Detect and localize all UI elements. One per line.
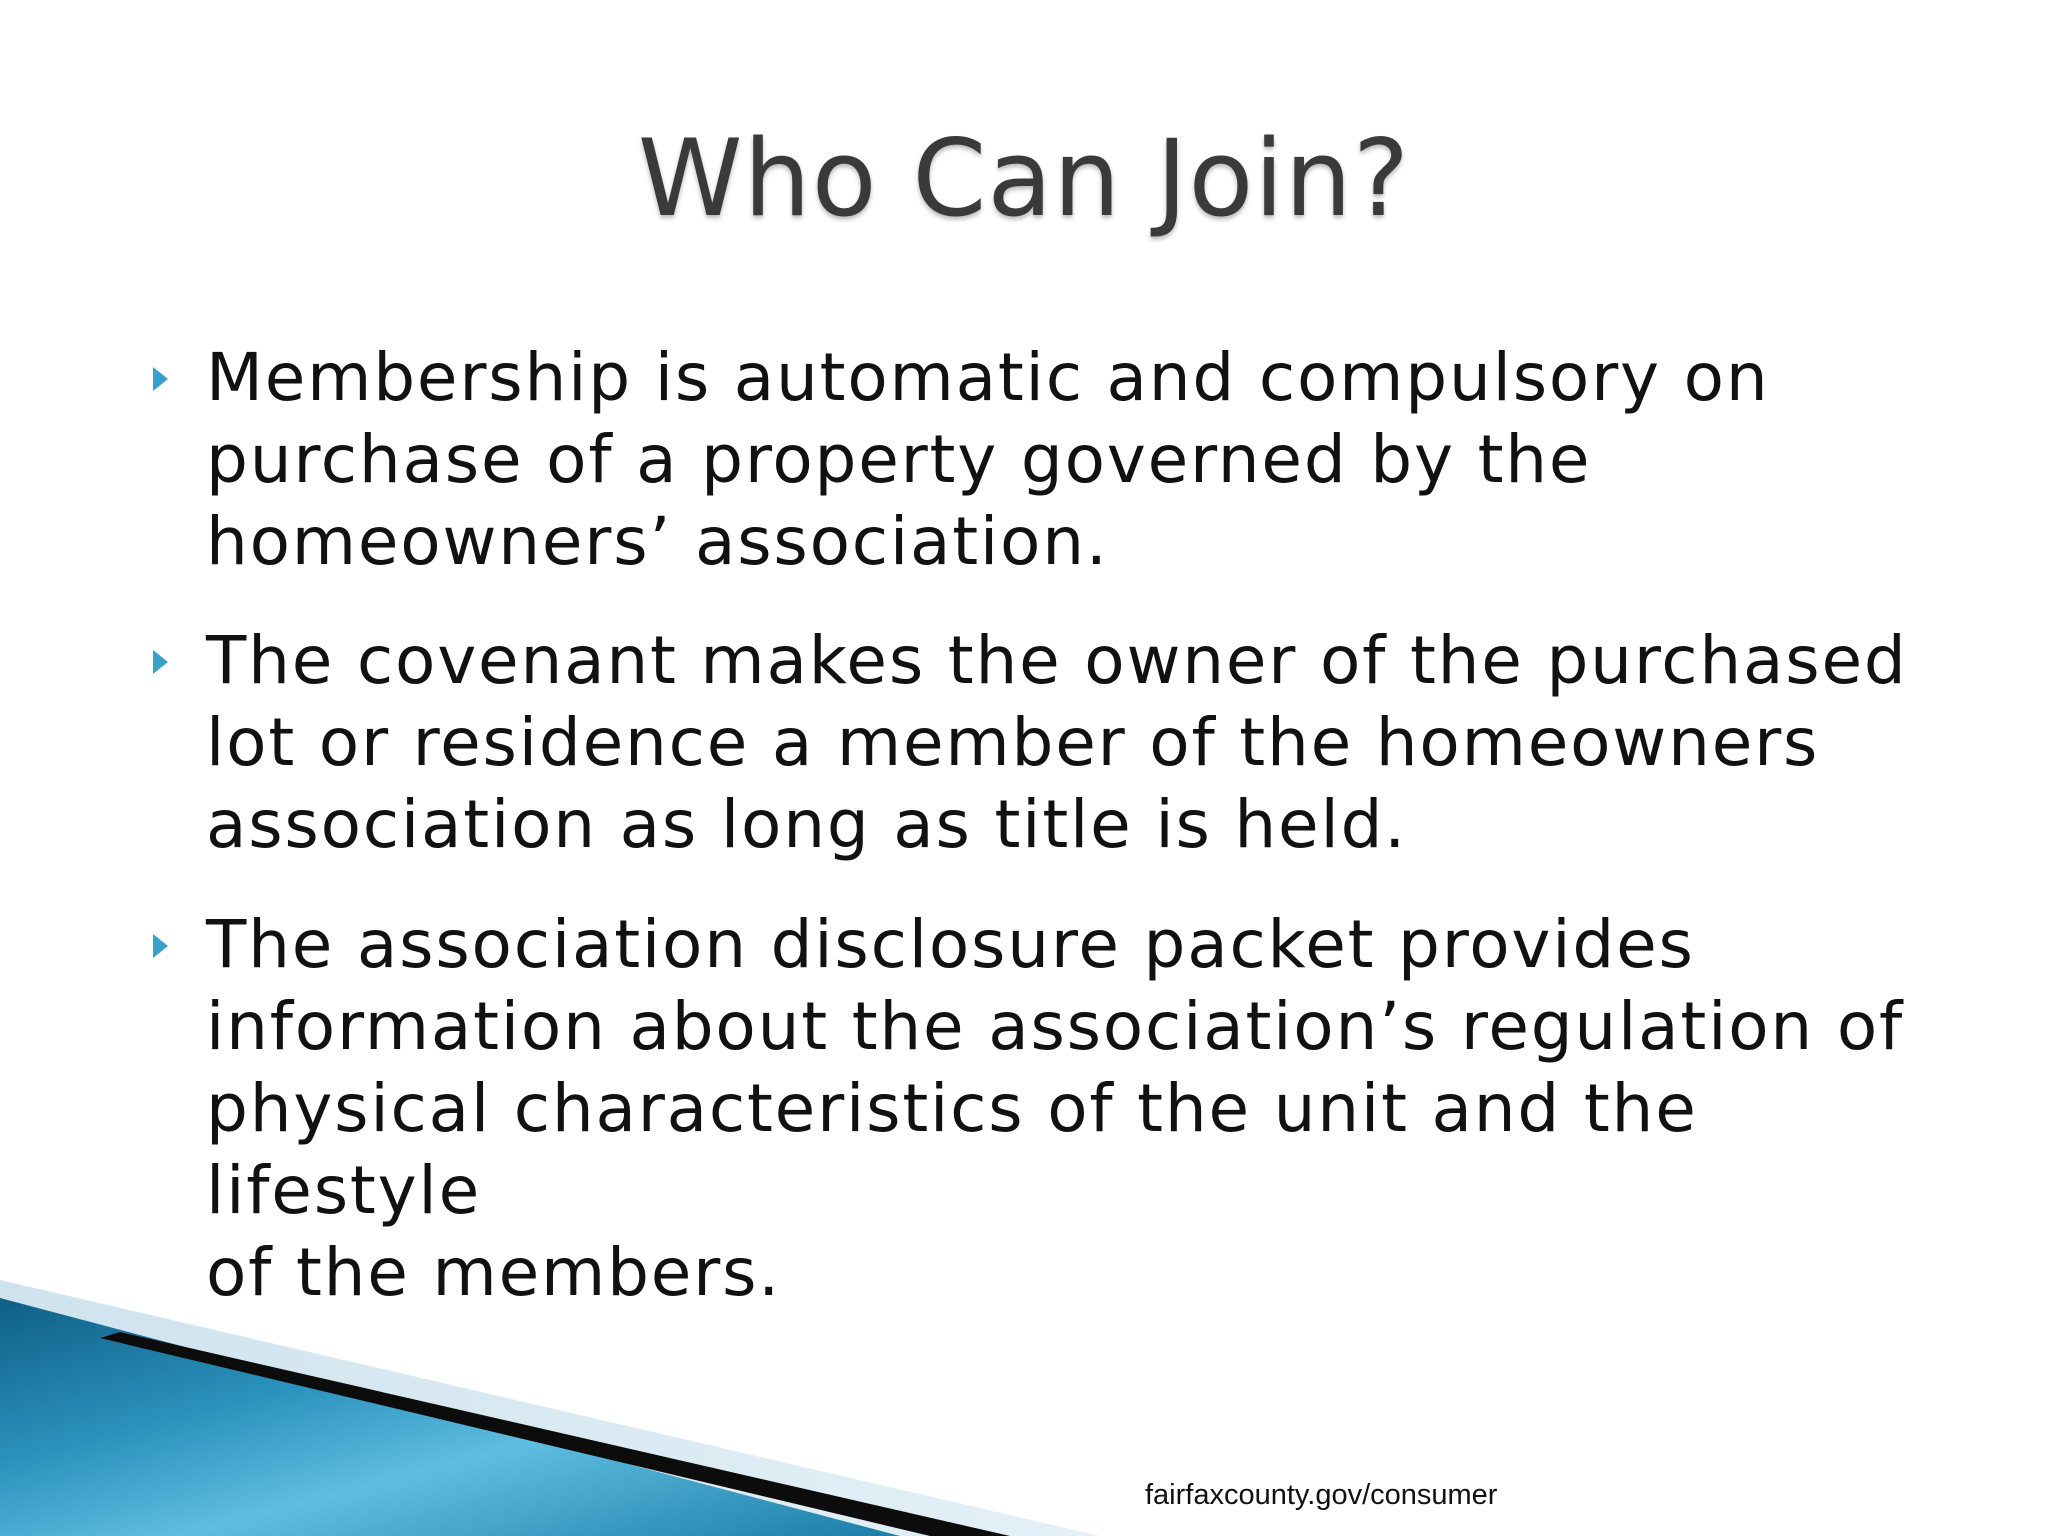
footer-url: fairfaxcounty.gov/consumer <box>1145 1479 1498 1511</box>
bullet-line: The association disclosure packet provides <box>206 906 1695 983</box>
bullet-item <box>206 620 1926 866</box>
bullet-arrow-icon <box>153 934 168 958</box>
bullet-item <box>206 337 1926 583</box>
bullet-line: Membership is automatic and compulsory on <box>206 339 1770 416</box>
bullet-item <box>206 904 1926 1314</box>
bullet-arrow-icon <box>153 650 168 674</box>
bullet-line: physical characteristics of the unit and the lifestyle <box>206 1070 1698 1229</box>
bullet-line: of the members. <box>206 1234 782 1311</box>
bullet-arrow-icon <box>153 367 168 391</box>
bullet-line: information about the association’s regulation of <box>206 988 1905 1065</box>
corner-swoosh-decoration <box>0 1280 1100 1536</box>
bullet-line: The covenant makes the owner of the purchased <box>206 622 1908 699</box>
slide-title: Who Can Join? <box>637 117 1411 240</box>
bullet-line: purchase of a property governed by the <box>206 421 1592 498</box>
bullet-line: homeowners’ association. <box>206 503 1109 580</box>
bullet-line: lot or residence a member of the homeowners <box>206 704 1820 781</box>
bullet-line: association as long as title is held. <box>206 786 1408 863</box>
